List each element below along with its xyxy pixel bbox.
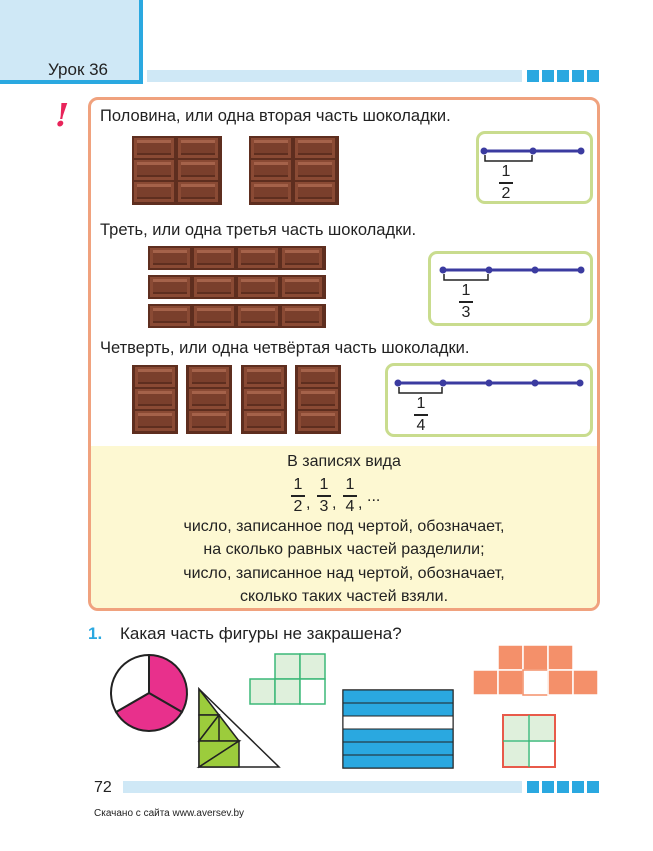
footer-square xyxy=(587,781,599,793)
exercise-text: Какая часть фигуры не закрашена? xyxy=(120,624,402,643)
half-heading: Половина, или одна вторая часть шоколадки. xyxy=(100,107,451,125)
half-fraction xyxy=(499,163,513,203)
quarter-number-line-box xyxy=(385,363,593,437)
comma: , xyxy=(332,495,337,512)
footer-square xyxy=(542,781,554,793)
third-fraction xyxy=(459,282,473,322)
summary-line-1: В записях вида xyxy=(287,453,401,470)
summary-line-2: число, записанное под чертой, обозначает, xyxy=(183,518,505,535)
third-number-line xyxy=(431,254,590,323)
summary-fraction-1 xyxy=(291,476,305,516)
header-square xyxy=(527,70,539,82)
fraction-denominator: 2 xyxy=(293,497,303,515)
quarter-chocolate-3 xyxy=(241,365,287,434)
quarter-chocolate-2 xyxy=(186,365,232,434)
small-grid-figure xyxy=(501,713,557,769)
summary-line-5: сколько таких частей взяли. xyxy=(239,588,449,605)
fraction-numerator: 1 xyxy=(345,476,355,493)
third-heading: Треть, или одна третья часть шоколадки. xyxy=(100,221,417,239)
footer-square xyxy=(557,781,569,793)
quarter-heading: Четверть, или одна четвёртая часть шоколадки. xyxy=(100,339,470,357)
header-square xyxy=(542,70,554,82)
rule-box xyxy=(88,97,600,611)
third-chocolate xyxy=(148,246,326,329)
footer-stripe xyxy=(123,781,522,793)
pie-figure xyxy=(108,652,190,734)
fraction-bar xyxy=(317,495,331,497)
fraction-bar xyxy=(499,182,513,184)
half-number-line xyxy=(479,134,590,201)
fraction-numerator: 1 xyxy=(293,476,303,493)
summary-line-3: на сколько равных частей разделили; xyxy=(203,541,485,558)
half-number-line-box xyxy=(476,131,593,204)
exercise-number: 1. xyxy=(88,624,103,643)
fraction-numerator: 1 xyxy=(461,282,471,299)
footer-source-note[interactable]: Скачано с сайта www.aversev.by xyxy=(94,808,245,819)
header-square xyxy=(557,70,569,82)
fraction-denominator: 3 xyxy=(461,303,471,321)
green-grid-figure xyxy=(248,653,328,707)
half-chocolate-right xyxy=(249,136,339,205)
header-square xyxy=(572,70,584,82)
ellipsis: ... xyxy=(367,488,381,505)
fraction-bar xyxy=(459,301,473,303)
fraction-denominator: 3 xyxy=(319,497,329,515)
lesson-title: Урок 36 xyxy=(48,60,109,79)
fraction-numerator: 1 xyxy=(501,163,511,180)
quarter-fraction xyxy=(414,395,428,435)
fraction-denominator: 2 xyxy=(501,184,511,202)
footer-square xyxy=(572,781,584,793)
third-number-line-box xyxy=(428,251,593,326)
salmon-grid-figure xyxy=(472,644,602,698)
fraction-denominator: 4 xyxy=(416,416,426,434)
fraction-denominator: 4 xyxy=(345,497,355,515)
quarter-chocolate-1 xyxy=(132,365,178,434)
fraction-numerator: 1 xyxy=(319,476,329,493)
fraction-bar xyxy=(414,414,428,416)
comma: , xyxy=(306,495,311,512)
summary-fraction-2 xyxy=(317,476,331,516)
header-square xyxy=(587,70,599,82)
striped-rectangle-figure xyxy=(342,689,454,769)
summary-fractions xyxy=(291,476,401,518)
quarter-chocolate-4 xyxy=(295,365,341,434)
footer-square xyxy=(527,781,539,793)
comma: , xyxy=(358,495,363,512)
fraction-bar xyxy=(291,495,305,497)
half-chocolate-left xyxy=(132,136,222,205)
summary-line-4: число, записанное над чертой, обозначает, xyxy=(183,565,505,582)
header-stripe xyxy=(147,70,522,82)
exclamation-icon: ! xyxy=(55,96,70,134)
page-number: 72 xyxy=(94,779,112,796)
summary-fraction-3 xyxy=(343,476,357,516)
fraction-bar xyxy=(343,495,357,497)
fraction-numerator: 1 xyxy=(416,395,426,412)
